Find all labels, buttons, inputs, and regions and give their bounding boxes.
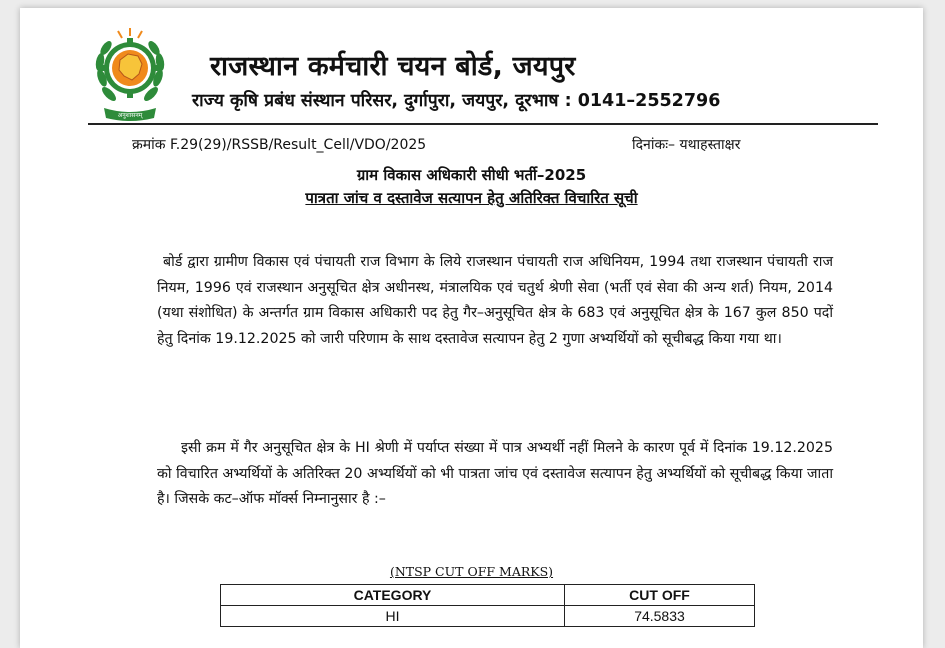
svg-text:अनुशासनम्: अनुशासनम् bbox=[117, 112, 143, 119]
document-page bbox=[20, 8, 923, 648]
board-address: राज्य कृषि प्रबंध संस्थान परिसर, दुर्गापुरा, जयपुर, दूरभाष : 0141–2552796 bbox=[192, 91, 721, 111]
cell-category: HI bbox=[221, 606, 565, 627]
table-row bbox=[221, 606, 755, 627]
cell-cutoff: 74.5833 bbox=[565, 606, 755, 627]
rssb-emblem-icon bbox=[92, 26, 168, 122]
board-title: राजस्थान कर्मचारी चयन बोर्ड, जयपुर bbox=[210, 51, 576, 82]
cutoff-table bbox=[220, 584, 755, 627]
body-paragraph-2: इसी क्रम में गैर अनुसूचित क्षेत्र के HI श्रेणी में पर्याप्त संख्या में पात्र अभ्यर्थी नहीं मिलने के कारण पूर्व में दिनांक 19.12.2025 को विचारित अभ्यर्थियों के अतिरिक्त 20 अभ्यर्थियों को भी पात्रता जांच एवं दस्तावेज सत्यापन हेतु अभ्यर्थियों को सूचीबद्ध किया जाता है। जिसके कट–ऑफ मॉर्क्स निम्नानुसार है :– bbox=[157, 440, 833, 508]
header-cutoff: CUT OFF bbox=[565, 585, 755, 606]
reference-date: दिनांकः– यथाहस्ताक्षर bbox=[632, 137, 741, 153]
cutoff-caption: (NTSP CUT OFF MARKS) bbox=[389, 564, 554, 579]
body-paragraph-1: बोर्ड द्वारा ग्रामीण विकास एवं पंचायती राज विभाग के लिये राजस्थान पंचायती राज अधिनियम, 1994 तथा राजस्थान पंचायती राज नियम, 1996 एवं राजस्थान अनुसूचित क्षेत्र अधीनस्थ, मंत्रालयिक एवं चतुर्थ श्रेणी सेवा (भर्ती एवं सेवा की अन्य शर्त) नियम, 2014 (यथा संशोधित) के अन्तर्गत ग्राम विकास अधिकारी पद हेतु गैर–अनुसूचित क्षेत्र के 683 एवं अनुसूचित क्षेत्र के 167 कुल 850 पदों हेतु दिनांक 19.12.2025 को जारी परिणाम के साथ दस्तावेज सत्यापन हेतु 2 गुणा अभ्यर्थियों को सूचीबद्ध किया गया था। bbox=[157, 254, 833, 348]
table-header-row bbox=[221, 585, 755, 606]
header-category: CATEGORY bbox=[221, 585, 565, 606]
subject-line-1: ग्राम विकास अधिकारी सीधी भर्ती–2025 bbox=[356, 166, 587, 184]
header-divider bbox=[88, 123, 878, 125]
reference-number: क्रमांक F.29(29)/RSSB/Result_Cell/VDO/2025 bbox=[132, 137, 427, 153]
subject-line-2: पात्रता जांच व दस्तावेज सत्यापन हेतु अतिरिक्त विचारित सूची bbox=[305, 189, 638, 207]
